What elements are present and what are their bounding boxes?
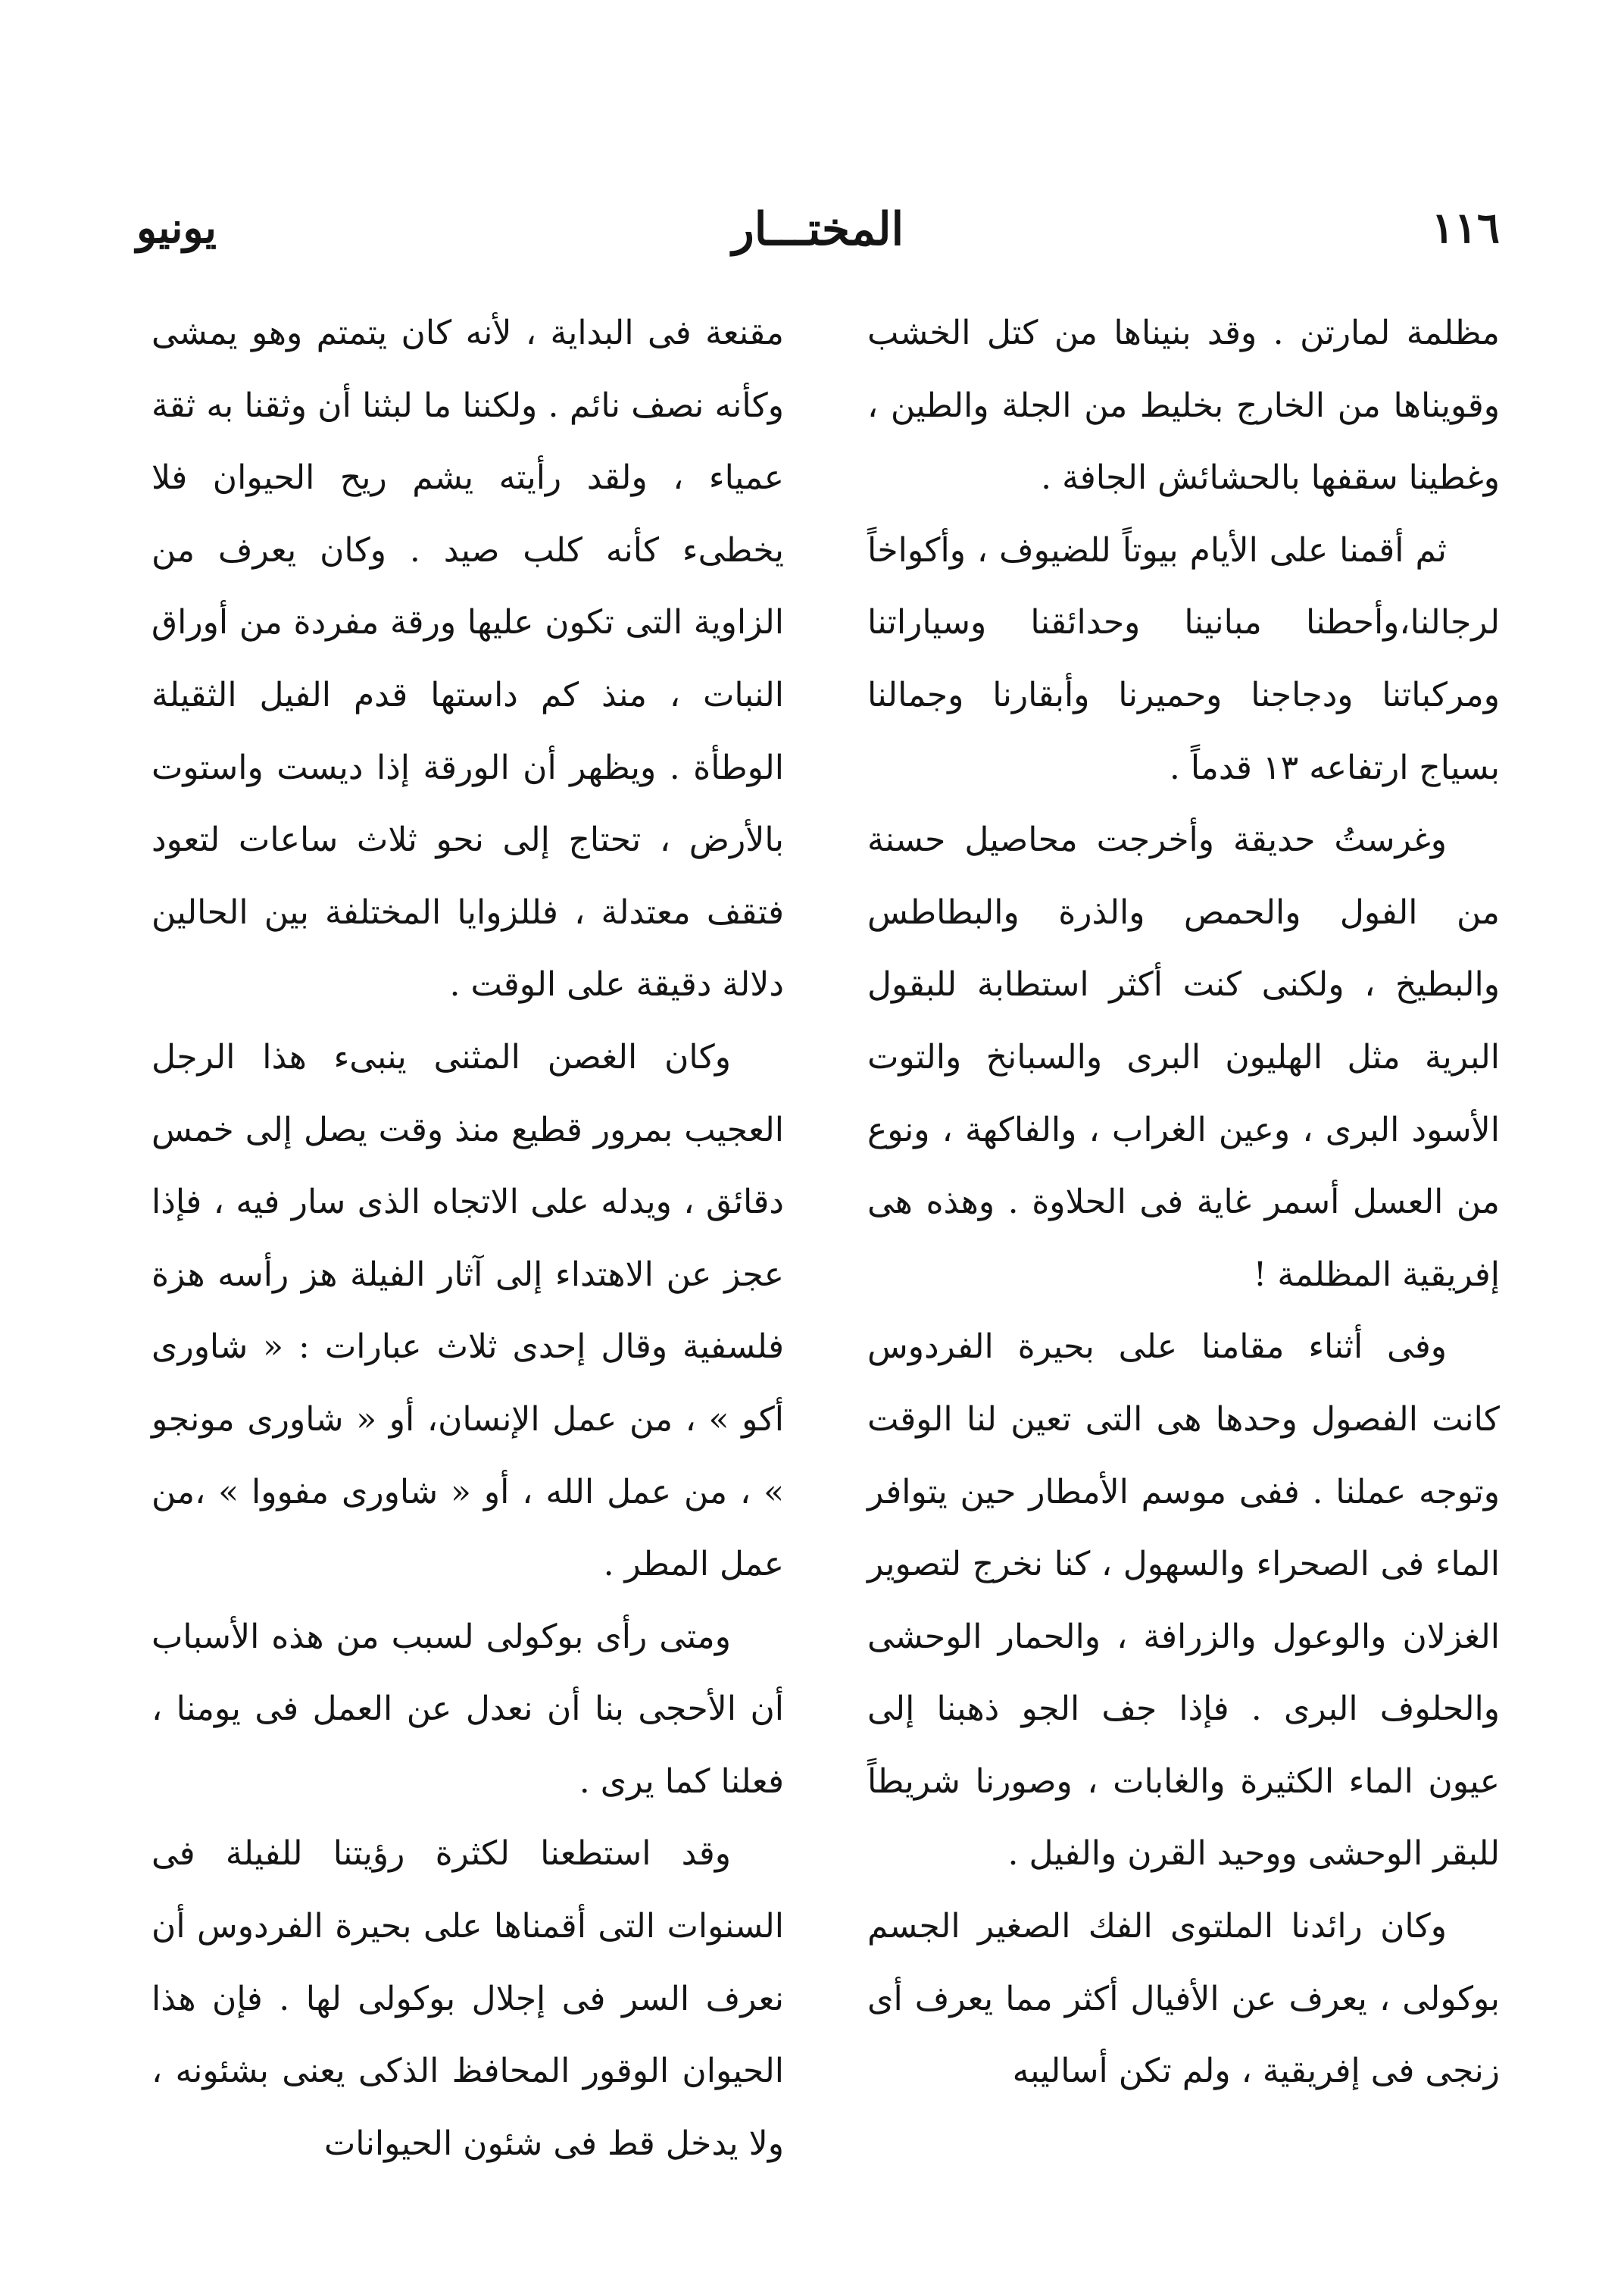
paragraph: ومتى رأى بوكولى لسبب من هذه الأسباب أن الأحجى بنا أن نعدل عن العمل فى يومنا ، فعلنا كما يرى . [151,1617,784,1801]
paragraph: وكان الغصن المثنى ينبىء هذا الرجل العجيب بمرور قطيع منذ وقت يصل إلى خمس دقائق ، ويدله على الاتجاه الذى سار فيه ، فإذا عجز عن الاهتداء إلى آثار الفيلة هز رأسه هزة فلسفية وقال إحدى ثلاث عبارات : « شاورى أكو » ، من عمل الإنسان، أو « شاورى مونجو » ، من عمل الله ، أو « شاورى مفووا » ،من عمل المطر . [151,1037,784,1584]
left-column [151,297,784,2180]
issue-month: يونيو [136,203,217,253]
paragraph: ثم أقمنا على الأيام بيوتاً للضيوف ، وأكواخاً لرجالنا،وأحطنا مبانينا وحدائقنا وسياراتنا ومركباتنا ودجاجنا وحميرنا وأبقارنا وجمالنا بسياج ارتفاعه ١٣ قدماً . [867,530,1500,787]
paragraph: مظلمة لمارتن . وقد بنيناها من كتل الخشب وقويناها من الخارج بخليط من الجلة والطين ، وغطينا سقفها بالحشائش الجافة . [867,314,1500,498]
paragraph: مقنعة فى البداية ، لأنه كان يتمتم وهو يمشى وكأنه نصف نائم . ولكننا ما لبثنا أن وثقنا به ثقة عمياء ، ولقد رأيته يشم ريح الحيوان فلا يخطىء كأنه كلب صيد . وكان يعرف من الزاوية التى تكون عليها ورقة مفردة من أوراق النبات ، منذ كم داستها قدم الفيل الثقيلة الوطأة . ويظهر أن الورقة إذا ديست واستوت بالأرض ، تحتاج إلى نحو ثلاث ساعات لتعود فتقف معتدلة ، فللزوايا المختلفة بين الحالين دلالة دقيقة على الوقت . [151,314,784,1005]
right-column [867,297,1500,2108]
magazine-title: المختـــار [732,203,904,256]
paragraph: وغرستُ حديقة وأخرجت محاصيل حسنة من الفول والحمص والذرة والبطاطس والبطيخ ، ولكنى كنت أكثر استطابة للبقول البرية مثل الهليون البرى والسبانخ والتوت الأسود البرى ، وعين الغراب ، والفاكهة ، ونوع من العسل أسمر غاية فى الحلاوة . وهذه هى إفريقية المظلمة ! [867,820,1500,1294]
running-header [136,203,1500,271]
paragraph: وكان رائدنا الملتوى الفك الصغير الجسم بوكولى ، يعرف عن الأفيال أكثر مما يعرف أى زنجى فى إفريقية ، ولم تكن أساليبه [867,1907,1500,2091]
article-body [151,297,1500,2191]
paragraph: وقد استطعنا لكثرة رؤيتنا للفيلة فى السنوات التى أقمناها على بحيرة الفردوس أن نعرف السر فى إجلال بوكولى لها . فإن هذا الحيوان الوقور المحافظ الذكى يعنى بشئونه ، ولا يدخل قط فى شئون الحيوانات [151,1834,784,2163]
page-number: ١١٦ [1431,203,1500,253]
paragraph: وفى أثناء مقامنا على بحيرة الفردوس كانت الفصول وحدها هى التى تعين لنا الوقت وتوجه عملنا . ففى موسم الأمطار حين يتوافر الماء فى الصحراء والسهول ، كنا نخرج لتصوير الغزلان والوعول والزرافة ، والحمار الوحشى والحلوف البرى . فإذا جف الجو ذهبنا إلى عيون الماء الكثيرة والغابات ، وصورنا شريطاً للبقر الوحشى ووحيد القرن والفيل . [867,1327,1500,1874]
